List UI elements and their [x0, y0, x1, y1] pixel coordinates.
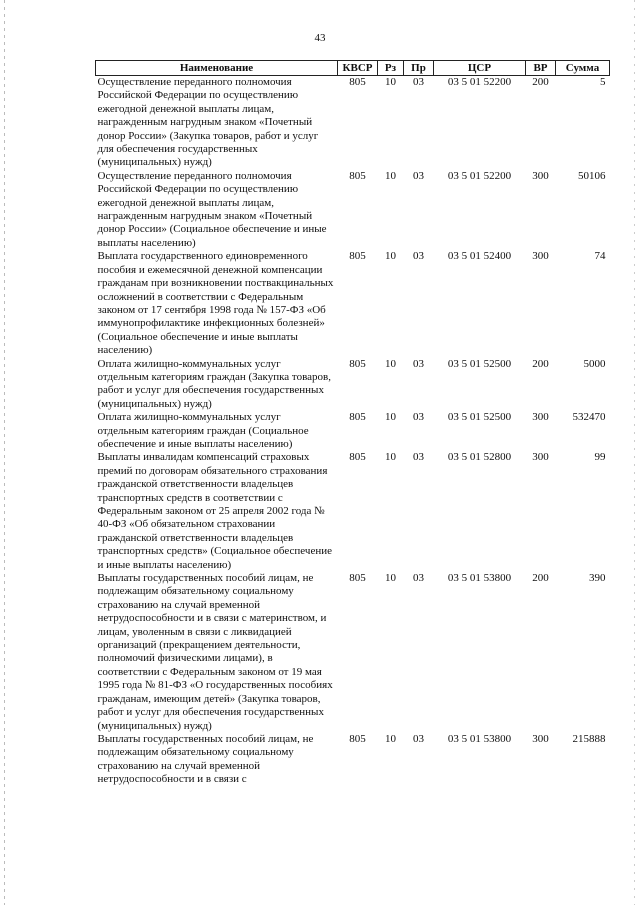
cell-name: Выплата государственного единовременного пособия и ежемесячной денежной компенсации гражданам при возникновении поствакцинальных осложнений в соответствии с Федеральным законом от 17 сентября 1998 года № 157-ФЗ «Об иммунопрофилактике инфекционных болезней» (Социальное обеспечение и иные выплаты населению) — [97, 250, 334, 357]
cell-vr: 300 — [532, 169, 549, 182]
scan-right-edge — [634, 0, 635, 905]
budget-table — [95, 60, 610, 787]
cell-kvsr: 805 — [349, 76, 366, 88]
cell-csr: 03 5 01 52500 — [447, 411, 512, 424]
cell-sum: 390 — [589, 572, 606, 585]
cell-pr: 03 — [413, 250, 424, 263]
cell-rz: 10 — [385, 76, 396, 88]
cell-vr: 300 — [532, 451, 549, 464]
table-row — [96, 76, 610, 170]
cell-name: Осуществление переданного полномочия Российской Федерации по осуществлению ежегодной денежной выплаты лицам, награжденным нагрудным знаком «Почетный донор России» (Закупка товаров, работ и услуг для обеспечения государственных (муниципальных) нужд) — [97, 76, 319, 169]
cell-vr: 200 — [532, 357, 549, 370]
cell-kvsr: 805 — [349, 169, 366, 182]
cell-rz: 10 — [385, 411, 396, 424]
cell-name: Оплата жилищно-коммунальных услуг отдельным категориям граждан (Социальное обеспечение и иные выплаты населению) — [97, 411, 309, 450]
cell-rz: 10 — [385, 250, 396, 263]
scan-left-edge — [4, 0, 5, 905]
cell-csr: 03 5 01 52400 — [447, 250, 512, 263]
cell-csr: 03 5 01 52800 — [447, 451, 512, 464]
table-header-row — [96, 61, 610, 76]
cell-pr: 03 — [413, 732, 424, 745]
cell-name: Выплаты государственных пособий лицам, не подлежащим обязательному социальному страхованию на случай временной нетрудоспособности и в связи с материнством, и лицам, уволенным в связи с ликвидацией организаций (прекращением деятельности, полномочий физическими лицами), в соответствии с Федеральным законом от 19 мая 1995 года № 81-ФЗ «О государственных пособиях гражданам, имеющим детей» (Закупка товаров, работ и услуг для обеспечения государственных (муниципальных) нужд) — [97, 572, 333, 732]
cell-csr: 03 5 01 52500 — [447, 357, 512, 370]
cell-vr: 300 — [532, 250, 549, 263]
cell-csr: 03 5 01 53800 — [447, 572, 512, 585]
cell-rz: 10 — [385, 357, 396, 370]
page-number: 43 — [314, 32, 326, 44]
cell-sum: 99 — [594, 451, 606, 464]
header-vr: ВР — [526, 61, 556, 76]
cell-pr: 03 — [413, 169, 424, 182]
cell-pr: 03 — [413, 76, 424, 88]
table-row — [96, 411, 610, 451]
cell-rz: 10 — [385, 451, 396, 464]
cell-name: Оплата жилищно-коммунальных услуг отдельным категориям граждан (Закупка товаров, работ и услуг для обеспечения государственных (муниципальных) нужд) — [97, 357, 331, 410]
cell-rz: 10 — [385, 169, 396, 182]
header-sum: Сумма — [556, 61, 610, 76]
cell-name: Выплаты инвалидам компенсаций страховых премий по договорам обязательного страхования гражданской ответственности владельцев транспортных средств в соответствии с Федеральным законом от 25 апреля 2002 года № 40-ФЗ «Об обязательном страховании гражданской ответственности владельцев транспортных средств» (Социальное обеспечение и иные выплаты населению) — [97, 451, 332, 571]
cell-rz: 10 — [385, 732, 396, 745]
table-row — [96, 250, 610, 357]
cell-vr: 200 — [532, 572, 549, 585]
cell-sum: 5000 — [583, 357, 606, 370]
cell-sum: 74 — [594, 250, 606, 263]
table-row — [96, 733, 610, 787]
cell-kvsr: 805 — [349, 572, 366, 585]
cell-kvsr: 805 — [349, 357, 366, 370]
cell-sum: 50106 — [578, 169, 606, 182]
cell-pr: 03 — [413, 411, 424, 424]
header-pr: Пр — [404, 61, 434, 76]
table-row — [96, 451, 610, 572]
header-rz: Рз — [378, 61, 404, 76]
cell-csr: 03 5 01 52200 — [447, 76, 512, 88]
cell-vr: 300 — [532, 732, 549, 745]
cell-csr: 03 5 01 52200 — [447, 169, 512, 182]
cell-sum: 5 — [600, 76, 606, 88]
header-csr: ЦСР — [434, 61, 526, 76]
cell-sum: 532470 — [572, 411, 606, 424]
cell-csr: 03 5 01 53800 — [447, 732, 512, 745]
table-row — [96, 572, 610, 733]
cell-sum: 215888 — [572, 732, 606, 745]
cell-kvsr: 805 — [349, 732, 366, 745]
table-row — [96, 358, 610, 412]
cell-vr: 300 — [532, 411, 549, 424]
cell-pr: 03 — [413, 357, 424, 370]
cell-kvsr: 805 — [349, 250, 366, 263]
cell-kvsr: 805 — [349, 451, 366, 464]
cell-rz: 10 — [385, 572, 396, 585]
cell-vr: 200 — [532, 76, 549, 88]
cell-pr: 03 — [413, 451, 424, 464]
table-row — [96, 170, 610, 250]
cell-name: Осуществление переданного полномочия Российской Федерации по осуществлению ежегодной денежной выплаты лицам, награжденным нагрудным знаком «Почетный донор России» (Социальное обеспечение и иные выплаты населению) — [97, 169, 327, 249]
cell-pr: 03 — [413, 572, 424, 585]
cell-kvsr: 805 — [349, 411, 366, 424]
header-name: Наименование — [96, 61, 338, 76]
header-kvsr: КВСР — [338, 61, 378, 76]
cell-name: Выплаты государственных пособий лицам, не подлежащим обязательному социальному страхованию на случай временной нетрудоспособности и в связи с — [97, 732, 314, 786]
